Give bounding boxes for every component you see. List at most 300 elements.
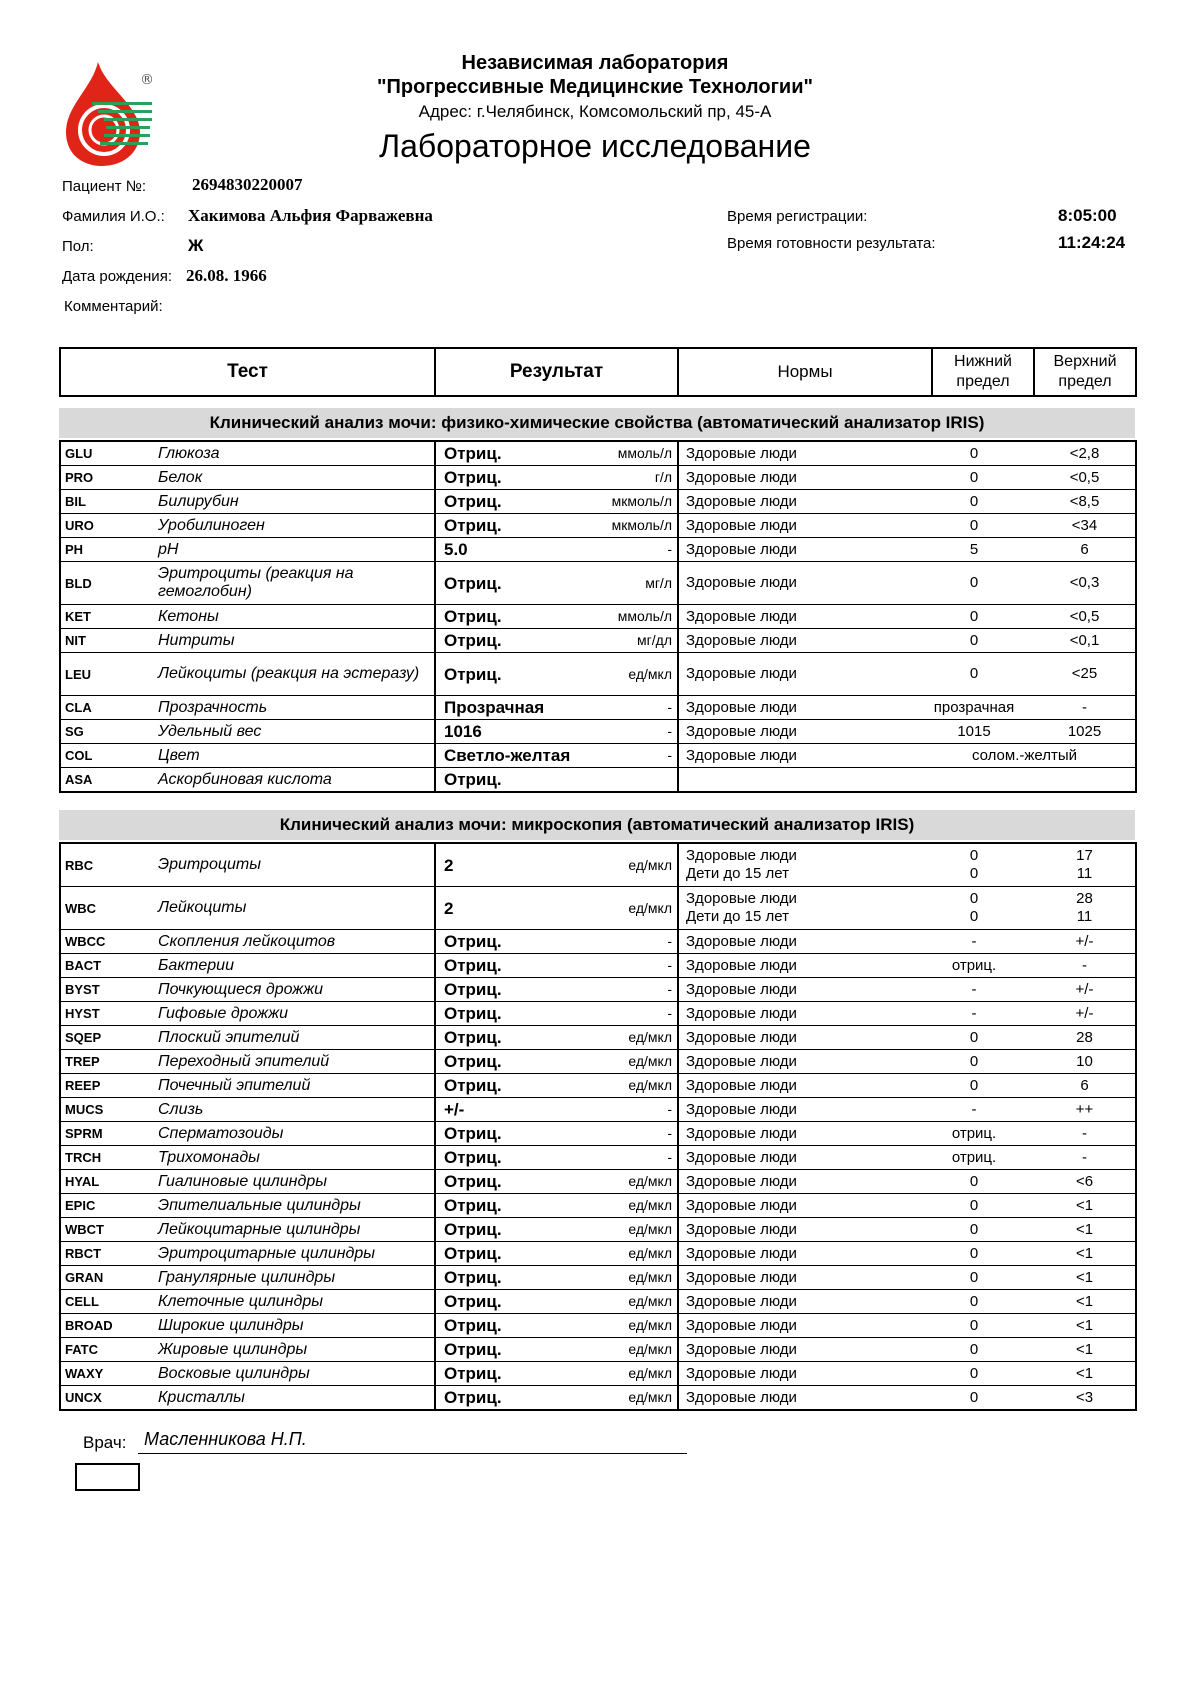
- lower-limit: -: [914, 1098, 1034, 1122]
- lab-logo-icon: [58, 58, 164, 170]
- lower-limit: 0: [914, 605, 1034, 629]
- test-result: Отриц.: [435, 1290, 598, 1314]
- test-name: Трихомонады: [156, 1146, 435, 1170]
- norm-group: Здоровые люди: [678, 1146, 914, 1170]
- table-row: [60, 1146, 1136, 1170]
- lower-limit-line: 0: [969, 847, 979, 864]
- test-result: Отриц.: [435, 1074, 598, 1098]
- lower-limit: 0: [914, 1074, 1034, 1098]
- upper-limit: [1034, 843, 1136, 887]
- norm-group: Здоровые люди: [678, 1266, 914, 1290]
- upper-limit-line: 11: [1076, 908, 1093, 925]
- lower-limit: 0: [914, 1170, 1034, 1194]
- upper-limit-line: 17: [1076, 847, 1093, 864]
- test-name: Гранулярные цилиндры: [156, 1266, 435, 1290]
- test-unit: -: [598, 1098, 678, 1122]
- test-code: SQEP: [60, 1026, 156, 1050]
- norm-group: Здоровые люди: [678, 538, 914, 562]
- test-result: Отриц.: [435, 1242, 598, 1266]
- patient-sex-label: Пол:: [62, 238, 94, 255]
- test-unit: -: [598, 930, 678, 954]
- upper-limit: <0,5: [1034, 466, 1136, 490]
- test-code: FATC: [60, 1338, 156, 1362]
- test-name: Билирубин: [156, 490, 435, 514]
- test-name: Гифовые дрожжи: [156, 1002, 435, 1026]
- test-result: Отриц.: [435, 1194, 598, 1218]
- test-unit: ед/мкл: [598, 843, 678, 887]
- microscopy-rows: [60, 843, 1136, 1410]
- test-code: RBCT: [60, 1242, 156, 1266]
- table-row: [60, 1074, 1136, 1098]
- upper-limit: <34: [1034, 514, 1136, 538]
- norm-group: Здоровые люди: [678, 1026, 914, 1050]
- test-name: Белок: [156, 466, 435, 490]
- patient-number: 2694830220007: [192, 175, 303, 194]
- test-result: Отриц.: [435, 954, 598, 978]
- doctor-label: Врач:: [83, 1433, 127, 1452]
- test-unit: ммоль/л: [598, 605, 678, 629]
- doctor-name: Масленникова Н.П.: [138, 1429, 687, 1454]
- test-unit: ед/мкл: [598, 1338, 678, 1362]
- lower-limit: 0: [914, 1290, 1034, 1314]
- norm-group: Здоровые люди: [678, 954, 914, 978]
- upper-limit: <1: [1034, 1338, 1136, 1362]
- upper-limit: <1: [1034, 1218, 1136, 1242]
- table-row: [60, 1386, 1136, 1411]
- table-row: [60, 1026, 1136, 1050]
- test-result: Отриц.: [435, 1050, 598, 1074]
- norm-group: Здоровые люди: [678, 490, 914, 514]
- test-result: Отриц.: [435, 1002, 598, 1026]
- table-row: [60, 1338, 1136, 1362]
- lower-limit: 0: [914, 1050, 1034, 1074]
- lower-limit: 0: [914, 1362, 1034, 1386]
- norm-group: Здоровые люди: [678, 1170, 914, 1194]
- test-code: ASA: [60, 768, 156, 793]
- test-code: KET: [60, 605, 156, 629]
- patient-birth: 26.08. 1966: [186, 266, 267, 285]
- test-unit: ед/мкл: [598, 1314, 678, 1338]
- test-code: CELL: [60, 1290, 156, 1314]
- test-name: Глюкоза: [156, 441, 435, 466]
- table-row: [60, 696, 1136, 720]
- document-title: Лабораторное исследование: [379, 128, 811, 164]
- lower-limit: отриц.: [914, 1146, 1034, 1170]
- upper-limit: ++: [1034, 1098, 1136, 1122]
- norm-group: Здоровые люди: [678, 696, 914, 720]
- test-result: 2: [435, 843, 598, 887]
- table-row: [60, 1314, 1136, 1338]
- lower-limit: 1015: [914, 720, 1034, 744]
- norm-group-line: Здоровые люди: [686, 847, 797, 864]
- test-code: URO: [60, 514, 156, 538]
- upper-limit: <1: [1034, 1266, 1136, 1290]
- test-code: SG: [60, 720, 156, 744]
- table-row: [60, 490, 1136, 514]
- test-unit: ед/мкл: [598, 1170, 678, 1194]
- lower-limit: 0: [914, 1218, 1034, 1242]
- test-code: REEP: [60, 1074, 156, 1098]
- table-row: [60, 466, 1136, 490]
- norm-group: Здоровые люди: [678, 744, 914, 768]
- col-lower-header: Нижний предел: [932, 348, 1034, 396]
- test-unit: ед/мкл: [598, 1074, 678, 1098]
- table-row: [60, 441, 1136, 466]
- test-code: LEU: [60, 653, 156, 696]
- norm-group-line: Дети до 15 лет: [686, 865, 790, 882]
- table-row: [60, 1242, 1136, 1266]
- test-result: Отриц.: [435, 490, 598, 514]
- table-row: [60, 744, 1136, 768]
- norm-group: [678, 887, 914, 930]
- registration-time-label: Время регистрации:: [727, 208, 868, 225]
- test-result: Отриц.: [435, 1338, 598, 1362]
- upper-limit: <0,3: [1034, 562, 1136, 605]
- col-test-header: Тест: [60, 348, 435, 396]
- test-result: 1016: [435, 720, 598, 744]
- norm-group: Здоровые люди: [678, 466, 914, 490]
- upper-limit-line: 28: [1076, 890, 1093, 907]
- test-code: EPIC: [60, 1194, 156, 1218]
- test-unit: мкмоль/л: [598, 514, 678, 538]
- test-code: TRCH: [60, 1146, 156, 1170]
- table-row: [60, 1290, 1136, 1314]
- test-name: Восковые цилиндры: [156, 1362, 435, 1386]
- test-unit: г/л: [598, 466, 678, 490]
- norm-group: [678, 843, 914, 887]
- lower-limit: [914, 843, 1034, 887]
- test-name: Слизь: [156, 1098, 435, 1122]
- patient-name-label: Фамилия И.О.:: [62, 208, 165, 225]
- test-name: Кетоны: [156, 605, 435, 629]
- test-unit: ед/мкл: [598, 1266, 678, 1290]
- test-unit: мг/л: [598, 562, 678, 605]
- table-row: [60, 1002, 1136, 1026]
- upper-limit: <3: [1034, 1386, 1136, 1411]
- test-name: Жировые цилиндры: [156, 1338, 435, 1362]
- lower-limit: 0: [914, 629, 1034, 653]
- upper-limit: [1034, 768, 1136, 793]
- norm-group: Здоровые люди: [678, 1098, 914, 1122]
- test-name: Клеточные цилиндры: [156, 1290, 435, 1314]
- test-result: Отриц.: [435, 1170, 598, 1194]
- norm-group: Здоровые люди: [678, 930, 914, 954]
- norm-group: Здоровые люди: [678, 1122, 914, 1146]
- norm-group: Здоровые люди: [678, 605, 914, 629]
- upper-limit: -: [1034, 954, 1136, 978]
- test-name: Широкие цилиндры: [156, 1314, 435, 1338]
- norm-group: Здоровые люди: [678, 514, 914, 538]
- test-name: pH: [156, 538, 435, 562]
- norm-range: солом.-желтый: [914, 744, 1136, 768]
- table-row: [60, 629, 1136, 653]
- upper-limit: 6: [1034, 538, 1136, 562]
- test-unit: -: [598, 1002, 678, 1026]
- upper-limit: +/-: [1034, 930, 1136, 954]
- stamp-box: [75, 1463, 140, 1491]
- svg-text:®: ®: [140, 72, 154, 88]
- test-result: Отриц.: [435, 1362, 598, 1386]
- upper-limit: <25: [1034, 653, 1136, 696]
- col-result-header: Результат: [435, 348, 678, 396]
- test-code: PRO: [60, 466, 156, 490]
- test-code: COL: [60, 744, 156, 768]
- test-code: BACT: [60, 954, 156, 978]
- norm-group: Здоровые люди: [678, 1290, 914, 1314]
- test-code: RBC: [60, 843, 156, 887]
- ready-time-label: Время готовности результата:: [727, 235, 936, 252]
- test-result: Отриц.: [435, 653, 598, 696]
- test-result: Отриц.: [435, 1266, 598, 1290]
- upper-limit: +/-: [1034, 978, 1136, 1002]
- norm-group: Здоровые люди: [678, 1002, 914, 1026]
- norm-group: Здоровые люди: [678, 441, 914, 466]
- norm-group: Здоровые люди: [678, 629, 914, 653]
- table-row: [60, 930, 1136, 954]
- norm-group: Здоровые люди: [678, 1362, 914, 1386]
- norm-group: Здоровые люди: [678, 1242, 914, 1266]
- test-unit: [598, 768, 678, 793]
- patient-birth-label: Дата рождения:: [62, 268, 172, 285]
- table-row: [60, 1194, 1136, 1218]
- section-title-microscopy: Клинический анализ мочи: микроскопия (автоматический анализатор IRIS): [59, 810, 1135, 840]
- upper-limit-line: 11: [1076, 865, 1093, 882]
- test-name: Лейкоциты: [156, 887, 435, 930]
- upper-limit: <1: [1034, 1290, 1136, 1314]
- lower-limit: 0: [914, 1386, 1034, 1411]
- test-unit: ед/мкл: [598, 653, 678, 696]
- test-name: Эритроциты (реакция на гемоглобин): [156, 562, 435, 605]
- test-result: Отриц.: [435, 768, 598, 793]
- test-result: Отриц.: [435, 1122, 598, 1146]
- upper-limit: +/-: [1034, 1002, 1136, 1026]
- upper-limit: <0,1: [1034, 629, 1136, 653]
- test-name: Лейкоциты (реакция на эстеразу): [156, 653, 435, 696]
- test-name: Бактерии: [156, 954, 435, 978]
- test-code: WBCC: [60, 930, 156, 954]
- test-code: MUCS: [60, 1098, 156, 1122]
- test-name: Эритроцитарные цилиндры: [156, 1242, 435, 1266]
- upper-limit: <1: [1034, 1314, 1136, 1338]
- test-result: 5.0: [435, 538, 598, 562]
- test-unit: -: [598, 538, 678, 562]
- lower-limit: 5: [914, 538, 1034, 562]
- upper-limit: <6: [1034, 1170, 1136, 1194]
- lower-limit: 0: [914, 1338, 1034, 1362]
- test-code: UNCX: [60, 1386, 156, 1411]
- table-row: [60, 1218, 1136, 1242]
- test-result: Отриц.: [435, 466, 598, 490]
- test-code: HYAL: [60, 1170, 156, 1194]
- table-row: [60, 887, 1136, 930]
- test-code: TREP: [60, 1050, 156, 1074]
- test-code: SPRM: [60, 1122, 156, 1146]
- norm-group: [678, 768, 914, 793]
- norm-group: Здоровые люди: [678, 1050, 914, 1074]
- patient-number-label: Пациент №:: [62, 178, 147, 195]
- test-code: PH: [60, 538, 156, 562]
- table-row: [60, 843, 1136, 887]
- test-name: Гиалиновые цилиндры: [156, 1170, 435, 1194]
- test-name: Кристаллы: [156, 1386, 435, 1411]
- test-name: Почкующиеся дрожжи: [156, 978, 435, 1002]
- test-unit: -: [598, 696, 678, 720]
- test-unit: ед/мкл: [598, 1194, 678, 1218]
- test-unit: -: [598, 978, 678, 1002]
- lab-full-name: "Прогрессивные Медицинские Технологии": [377, 76, 813, 98]
- test-unit: ед/мкл: [598, 1050, 678, 1074]
- upper-limit: [1034, 887, 1136, 930]
- test-name: Удельный вес: [156, 720, 435, 744]
- test-result: Отриц.: [435, 562, 598, 605]
- test-code: GLU: [60, 441, 156, 466]
- upper-limit: 6: [1034, 1074, 1136, 1098]
- table-row: [60, 954, 1136, 978]
- column-header-table: [59, 347, 1137, 397]
- norm-group: Здоровые люди: [678, 653, 914, 696]
- col-norms-header: Нормы: [678, 348, 932, 396]
- upper-limit: 10: [1034, 1050, 1136, 1074]
- table-row: [60, 1050, 1136, 1074]
- test-unit: -: [598, 744, 678, 768]
- table-row: [60, 768, 1136, 793]
- lower-limit: -: [914, 978, 1034, 1002]
- test-unit: ед/мкл: [598, 1290, 678, 1314]
- test-unit: ед/мкл: [598, 1218, 678, 1242]
- lower-limit: 0: [914, 1314, 1034, 1338]
- test-name: Эпителиальные цилиндры: [156, 1194, 435, 1218]
- test-code: WBC: [60, 887, 156, 930]
- lower-limit: 0: [914, 490, 1034, 514]
- upper-limit: <1: [1034, 1362, 1136, 1386]
- norm-group: Здоровые люди: [678, 1074, 914, 1098]
- test-result: Отриц.: [435, 514, 598, 538]
- test-code: BLD: [60, 562, 156, 605]
- test-code: BROAD: [60, 1314, 156, 1338]
- physchem-results-table: [59, 440, 1137, 793]
- table-row: [60, 514, 1136, 538]
- test-result: Отриц.: [435, 1314, 598, 1338]
- norm-group: Здоровые люди: [678, 1386, 914, 1411]
- test-unit: ед/мкл: [598, 1362, 678, 1386]
- test-name: Нитриты: [156, 629, 435, 653]
- test-name: Сперматозоиды: [156, 1122, 435, 1146]
- test-result: Отриц.: [435, 1026, 598, 1050]
- table-row: [60, 538, 1136, 562]
- test-name: Переходный эпителий: [156, 1050, 435, 1074]
- lower-limit: отриц.: [914, 954, 1034, 978]
- test-unit: мкмоль/л: [598, 490, 678, 514]
- lower-limit-line: 0: [969, 865, 979, 882]
- norm-group: Здоровые люди: [678, 1338, 914, 1362]
- upper-limit: <2,8: [1034, 441, 1136, 466]
- upper-limit: <0,5: [1034, 605, 1136, 629]
- lower-limit: 0: [914, 441, 1034, 466]
- upper-limit: <1: [1034, 1194, 1136, 1218]
- test-result: Отриц.: [435, 1146, 598, 1170]
- table-row: [60, 720, 1136, 744]
- lower-limit: 0: [914, 1026, 1034, 1050]
- upper-limit: -: [1034, 1122, 1136, 1146]
- microscopy-results-table: [59, 842, 1137, 1411]
- test-unit: -: [598, 720, 678, 744]
- table-row: [60, 978, 1136, 1002]
- table-row: [60, 653, 1136, 696]
- table-row: [60, 1170, 1136, 1194]
- norm-group: Здоровые люди: [678, 720, 914, 744]
- lower-limit: 0: [914, 1266, 1034, 1290]
- table-row: [60, 562, 1136, 605]
- test-unit: ед/мкл: [598, 1026, 678, 1050]
- ready-time: 11:24:24: [1058, 233, 1126, 252]
- test-code: GRAN: [60, 1266, 156, 1290]
- test-unit: ед/мкл: [598, 1386, 678, 1411]
- physchem-rows: [60, 441, 1136, 792]
- table-row: [60, 1098, 1136, 1122]
- test-result: Отриц.: [435, 441, 598, 466]
- lower-limit: -: [914, 1002, 1034, 1026]
- test-result: Отриц.: [435, 978, 598, 1002]
- table-row: [60, 1266, 1136, 1290]
- upper-limit: <8,5: [1034, 490, 1136, 514]
- test-name: Уробилиноген: [156, 514, 435, 538]
- test-code: WBCT: [60, 1218, 156, 1242]
- test-name: Аскорбиновая кислота: [156, 768, 435, 793]
- test-result: Прозрачная: [435, 696, 598, 720]
- test-unit: -: [598, 1122, 678, 1146]
- col-upper-header: Верхний предел: [1034, 348, 1136, 396]
- lower-limit: -: [914, 930, 1034, 954]
- test-code: BIL: [60, 490, 156, 514]
- test-name: Плоский эпителий: [156, 1026, 435, 1050]
- test-name: Прозрачность: [156, 696, 435, 720]
- lower-limit: 0: [914, 562, 1034, 605]
- lower-limit-line: 0: [969, 890, 979, 907]
- norm-group-line: Здоровые люди: [686, 890, 797, 907]
- test-result: Отриц.: [435, 605, 598, 629]
- test-name: Цвет: [156, 744, 435, 768]
- upper-limit: 1025: [1034, 720, 1136, 744]
- lab-name: Независимая лаборатория: [461, 52, 729, 74]
- registration-time: 8:05:00: [1058, 206, 1117, 225]
- norm-group: Здоровые люди: [678, 978, 914, 1002]
- test-unit: ммоль/л: [598, 441, 678, 466]
- test-code: CLA: [60, 696, 156, 720]
- upper-limit: -: [1034, 1146, 1136, 1170]
- test-name: Почечный эпителий: [156, 1074, 435, 1098]
- upper-limit: 28: [1034, 1026, 1136, 1050]
- lower-limit: 0: [914, 466, 1034, 490]
- test-code: WAXY: [60, 1362, 156, 1386]
- test-name: Эритроциты: [156, 843, 435, 887]
- lower-limit: 0: [914, 1242, 1034, 1266]
- norm-group-line: Дети до 15 лет: [686, 908, 790, 925]
- lab-address: Адрес: г.Челябинск, Комсомольский пр, 45-А: [418, 102, 772, 121]
- norm-group: Здоровые люди: [678, 1218, 914, 1242]
- comment-label: Комментарий:: [64, 298, 163, 315]
- test-result: 2: [435, 887, 598, 930]
- lower-limit: [914, 887, 1034, 930]
- lower-limit: 0: [914, 514, 1034, 538]
- test-result: Отриц.: [435, 930, 598, 954]
- lower-limit: прозрачная: [914, 696, 1034, 720]
- test-result: Светло-желтая: [435, 744, 598, 768]
- norm-group: Здоровые люди: [678, 562, 914, 605]
- norm-group: Здоровые люди: [678, 1314, 914, 1338]
- lower-limit: 0: [914, 1194, 1034, 1218]
- norm-group: Здоровые люди: [678, 1194, 914, 1218]
- upper-limit: <1: [1034, 1242, 1136, 1266]
